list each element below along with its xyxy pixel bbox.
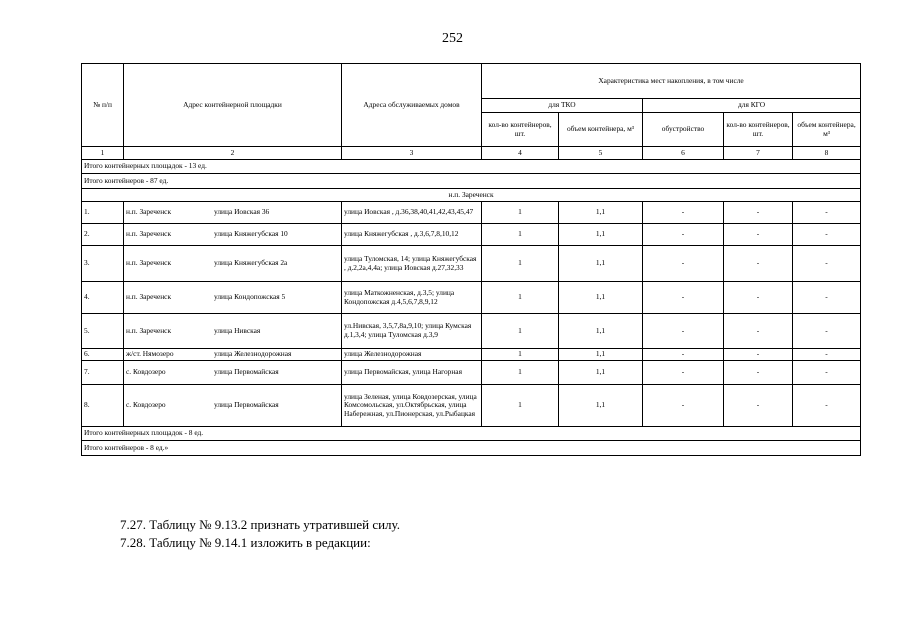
header-kgo-equipment: обустройство	[643, 113, 724, 147]
tko-volume: 1,1	[559, 385, 643, 427]
kgo-equipment: -	[643, 282, 724, 314]
kgo-count: -	[724, 314, 793, 349]
served-houses: улица Зеленая, улица Ковдозерская, улица Комсомольская, ул.Октябрьская, улица Набережная, ул.Пионерская, ул.Рыбацкая	[342, 385, 482, 427]
table-row	[82, 282, 861, 314]
table-row	[82, 361, 861, 385]
kgo-equipment: -	[643, 314, 724, 349]
header-served-houses: Адреса обслуживаемых домов	[342, 64, 482, 147]
site-address	[124, 224, 342, 246]
column-number-row	[82, 147, 861, 160]
kgo-count: -	[724, 361, 793, 385]
table-row	[82, 385, 861, 427]
tko-volume: 1,1	[559, 361, 643, 385]
col-number: 5	[559, 147, 643, 160]
row-number: 1.	[82, 202, 124, 224]
tko-count: 1	[482, 224, 559, 246]
header-tko: для ТКО	[482, 99, 643, 113]
col-number: 2	[124, 147, 342, 160]
site-address	[124, 202, 342, 224]
served-houses: улица Маткожненская, д.3,5; улица Кондопожская д.4,5,6,7,8,9,12	[342, 282, 482, 314]
header-site-address: Адрес контейнерной площадки	[124, 64, 342, 147]
locality: с. Ковдозеро	[126, 400, 166, 410]
col-number: 7	[724, 147, 793, 160]
col-number: 4	[482, 147, 559, 160]
kgo-equipment: -	[643, 202, 724, 224]
row-number: 3.	[82, 246, 124, 282]
header-kgo-count: кол-во контейнеров, шт.	[724, 113, 793, 147]
served-houses: улица Туломская, 14; улица Княжегубская , д.2,2а,4,4а; улица Иовская д.27,32,33	[342, 246, 482, 282]
kgo-count: -	[724, 246, 793, 282]
col-number: 8	[793, 147, 861, 160]
kgo-count: -	[724, 385, 793, 427]
header-kgo: для КГО	[643, 99, 861, 113]
served-houses: улица Иовская , д.36,38,40,41,42,43,45,47	[342, 202, 482, 224]
site-address	[124, 282, 342, 314]
header-kgo-volume: объем контейнера, м³	[793, 113, 861, 147]
kgo-volume: -	[793, 385, 861, 427]
kgo-equipment: -	[643, 224, 724, 246]
table-row	[82, 314, 861, 349]
locality: н.п. Зареченск	[126, 325, 172, 335]
site-address	[124, 314, 342, 349]
served-houses: улица Первомайская, улица Нагорная	[342, 361, 482, 385]
site-address	[124, 361, 342, 385]
street: улица Нивская	[214, 325, 261, 335]
kgo-volume: -	[793, 224, 861, 246]
kgo-volume: -	[793, 314, 861, 349]
table-row	[82, 224, 861, 246]
tko-count: 1	[482, 361, 559, 385]
col-number: 3	[342, 147, 482, 160]
header-tko-volume: объем контейнера, м³	[559, 113, 643, 147]
kgo-equipment: -	[643, 349, 724, 361]
section-title: н.п. Зареченск	[82, 189, 861, 202]
header-tko-count: кол-во контейнеров, шт.	[482, 113, 559, 147]
paragraph-7-27: 7.27. Таблицу № 9.13.2 признать утратившей силу.	[120, 517, 400, 532]
kgo-volume: -	[793, 282, 861, 314]
kgo-volume: -	[793, 349, 861, 361]
street: улица Княжегубская 2а	[214, 258, 288, 268]
served-houses: улица Княжегубская , д.3,6,7,8,10,12	[342, 224, 482, 246]
tko-volume: 1,1	[559, 202, 643, 224]
summary-containers-top: Итого контейнеров - 87 ед.	[82, 174, 861, 189]
street: улица Первомайская	[214, 367, 279, 377]
tko-volume: 1,1	[559, 246, 643, 282]
header-characteristics: Характеристика мест накопления, в том числе	[482, 64, 861, 99]
summary-sites-bottom: Итого контейнерных площадок - 8 ед.	[82, 427, 861, 441]
tko-volume: 1,1	[559, 224, 643, 246]
table-row	[82, 202, 861, 224]
locality: ж/ст. Нямозеро	[126, 349, 174, 359]
tko-volume: 1,1	[559, 314, 643, 349]
tko-count: 1	[482, 202, 559, 224]
tko-count: 1	[482, 282, 559, 314]
street: улица Кондопожская 5	[214, 292, 286, 302]
served-houses: улица Железнодорожная	[342, 349, 482, 361]
kgo-count: -	[724, 202, 793, 224]
row-number: 7.	[82, 361, 124, 385]
locality: н.п. Зареченск	[126, 207, 172, 217]
street: улица Иовская 36	[214, 207, 270, 217]
street: улица Железнодорожная	[214, 349, 292, 359]
paragraph-7-28: 7.28. Таблицу № 9.14.1 изложить в редакции:	[120, 535, 371, 550]
table-row	[82, 349, 861, 361]
row-number: 2.	[82, 224, 124, 246]
kgo-volume: -	[793, 246, 861, 282]
tko-volume: 1,1	[559, 282, 643, 314]
page-number: 252	[442, 31, 463, 46]
locality: с. Ковдозеро	[126, 367, 166, 377]
row-number: 8.	[82, 385, 124, 427]
summary-sites-top: Итого контейнерных площадок - 13 ед.	[82, 160, 861, 174]
table-row	[82, 246, 861, 282]
kgo-equipment: -	[643, 361, 724, 385]
kgo-volume: -	[793, 202, 861, 224]
container-sites-table	[81, 63, 861, 456]
tko-count: 1	[482, 385, 559, 427]
served-houses: ул.Нивская, 3,5,7,8а,9,10; улица Кумская д.1,3,4; улица Туломская д.3,9	[342, 314, 482, 349]
street: улица Княжегубская 10	[214, 229, 288, 239]
row-number: 6.	[82, 349, 124, 361]
kgo-equipment: -	[643, 246, 724, 282]
locality: н.п. Зареченск	[126, 258, 172, 268]
row-number: 5.	[82, 314, 124, 349]
col-number: 1	[82, 147, 124, 160]
row-number: 4.	[82, 282, 124, 314]
locality: н.п. Зареченск	[126, 229, 172, 239]
tko-count: 1	[482, 246, 559, 282]
site-address	[124, 246, 342, 282]
kgo-count: -	[724, 224, 793, 246]
tko-count: 1	[482, 349, 559, 361]
kgo-count: -	[724, 349, 793, 361]
site-address	[124, 385, 342, 427]
col-number: 6	[643, 147, 724, 160]
summary-containers-bottom: Итого контейнеров - 8 ед.»	[82, 441, 861, 456]
street: улица Первомайская	[214, 400, 279, 410]
kgo-volume: -	[793, 361, 861, 385]
kgo-equipment: -	[643, 385, 724, 427]
site-address	[124, 349, 342, 361]
kgo-count: -	[724, 282, 793, 314]
tko-count: 1	[482, 314, 559, 349]
header-num: № п/п	[82, 64, 124, 147]
locality: н.п. Зареченск	[126, 292, 172, 302]
tko-volume: 1,1	[559, 349, 643, 361]
